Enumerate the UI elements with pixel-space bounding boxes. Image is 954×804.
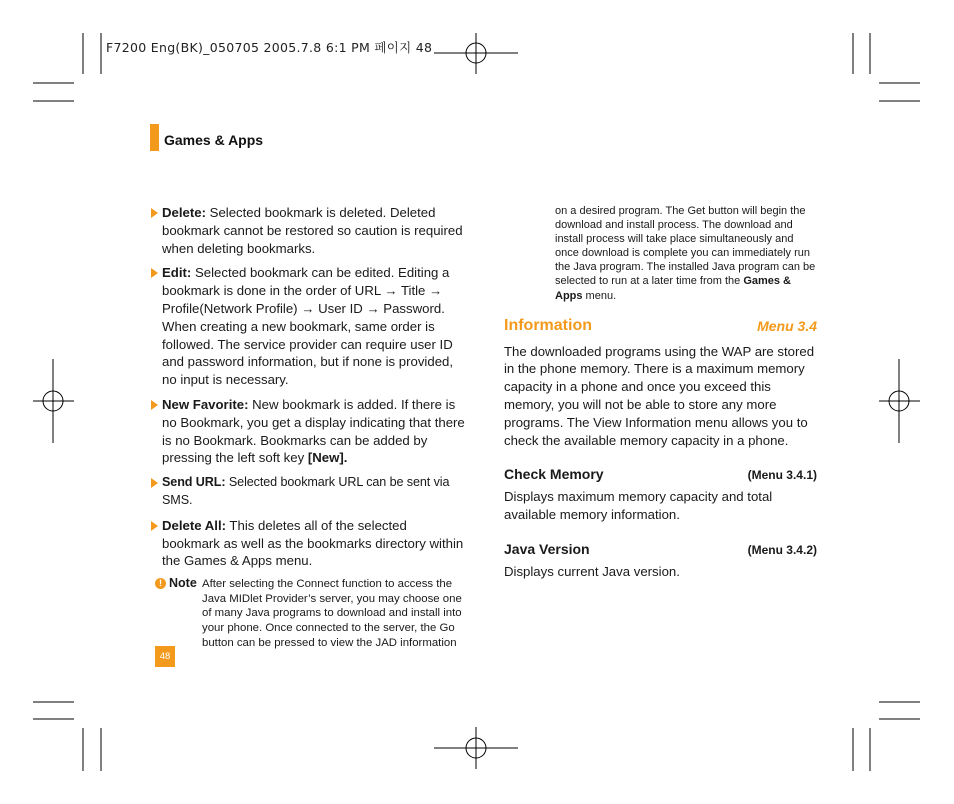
- bullet-delete-all: [150, 517, 465, 570]
- continuation-text: on a desired program. The Get button will begin the download and install process. The download and install process will take place simultaneously and once download is complete you can immediately run the Java program. The installed Java program can be selected to run at a later time from the: [555, 205, 816, 288]
- bullet-edit: [150, 264, 465, 389]
- print-slug-header: F7200 Eng(BK)_050705 2005.7.8 6:1 PM 페이지 48: [106, 40, 433, 55]
- java-version-text: Displays current Java version.: [504, 564, 680, 580]
- bullet-text: This deletes all of the selected bookmark as well as the bookmarks directory within the Games & Apps menu.: [162, 517, 464, 569]
- page-number: 48: [155, 646, 175, 667]
- section-title: Games & Apps: [164, 132, 264, 148]
- note-text: After selecting the Connect function to access the Java MIDlet Provider’s server, you may choose one of many Java programs to download and install into your phone. Once connected to the server, the Go button can be pressed to view the JAD information: [202, 578, 462, 649]
- bullet-term: Delete All:: [162, 517, 226, 533]
- information-title: Information: [504, 316, 592, 334]
- bullet-arrow-icon: [151, 268, 158, 278]
- note-block: [150, 577, 465, 650]
- bullet-arrow-icon: [151, 478, 158, 488]
- bullet-text: Selected bookmark can be edited. Editing a bookmark is done in the order of URL → Title → Profile(Network Profile) → User ID → Password. When creating a new bookmark, same order is followed. The service provider can require user ID and password information, but if none is provided, no input is necessary.: [162, 265, 454, 388]
- left-column: [150, 204, 465, 650]
- bullet-send-url: [150, 474, 465, 510]
- information-menu-number: Menu 3.4: [757, 317, 817, 334]
- information-text: The downloaded programs using the WAP are stored in the phone memory. There is a maximum memory capacity in a phone and once you exceed this memory, you will not be able to store any more programs. The View Information menu allows you to check the available memory capacity in a phone.: [504, 343, 815, 448]
- note-info-icon: !: [155, 578, 166, 589]
- bullet-text: Selected bookmark is deleted. Deleted bookmark cannot be restored so caution is required when deleting bookmarks.: [162, 205, 463, 256]
- bullet-term: Send URL:: [162, 475, 226, 490]
- java-version-menu-number: (Menu 3.4.2): [747, 543, 817, 558]
- check-memory-title: Check Memory: [504, 466, 604, 483]
- bullet-arrow-icon: [151, 521, 158, 531]
- bullet-term: Edit:: [162, 265, 192, 281]
- note-label: Note: [169, 576, 197, 591]
- bullet-arrow-icon: [151, 400, 158, 410]
- bullet-text-end: .: [343, 450, 348, 466]
- bullet-arrow-icon: [151, 208, 158, 218]
- check-memory-heading: [504, 466, 817, 486]
- bullet-term: New Favorite:: [162, 396, 249, 412]
- right-column: [504, 204, 817, 581]
- bullet-delete: [150, 204, 465, 257]
- java-version-title: Java Version: [504, 541, 590, 558]
- information-heading: [504, 317, 817, 339]
- continuation-text-end: menu.: [582, 289, 617, 302]
- check-memory-text: Displays maximum memory capacity and total available memory information.: [504, 489, 773, 523]
- bullet-new-favorite: [150, 396, 465, 467]
- section-accent-bar: [150, 124, 159, 151]
- java-version-heading: [504, 541, 817, 561]
- bullet-text: Selected bookmark URL can be sent via SMS.: [162, 475, 450, 507]
- bullet-term: Delete:: [162, 205, 206, 220]
- bullet-text: New bookmark is added. If there is no Bookmark, you get a display indicating that there is no Bookmark. Bookmarks can be added by pressing the left soft key: [162, 396, 465, 466]
- note-continuation: [555, 204, 817, 303]
- check-memory-menu-number: (Menu 3.4.1): [747, 468, 817, 483]
- soft-key-label: [New]: [307, 450, 344, 466]
- continuation-menu-name: Games & Apps: [555, 275, 792, 302]
